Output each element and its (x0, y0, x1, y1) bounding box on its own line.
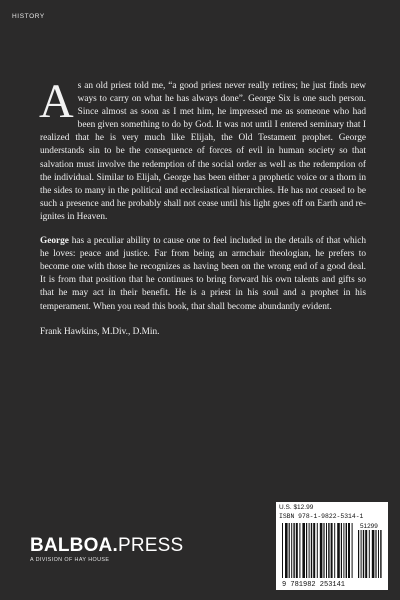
barcode-bar (363, 530, 364, 578)
drop-cap: A (39, 75, 74, 128)
logo-light: PRESS (117, 535, 184, 556)
barcode-bar (328, 523, 329, 578)
barcode-icon (276, 502, 388, 590)
barcode-bar (323, 523, 324, 578)
signature: Frank Hawkins, M.Div., D.Min. (40, 326, 160, 337)
paragraph-1 (39, 75, 366, 224)
barcode-box (276, 502, 388, 590)
barcode-bar (302, 523, 305, 578)
barcode-bar (352, 523, 353, 578)
barcode-bar (380, 530, 381, 578)
barcode-bar (306, 523, 307, 578)
price-label: U.S. $12.99 (279, 504, 314, 511)
barcode-bar (309, 523, 310, 578)
barcode-bar (372, 530, 375, 578)
barcode-bar (311, 523, 312, 578)
barcode-bar (282, 523, 283, 578)
barcode-bar (334, 523, 335, 578)
back-cover-text (39, 75, 366, 339)
isbn-text: ISBN 978-1-9822-5314-1 (279, 513, 364, 520)
publisher-subtitle: A DIVISION OF HAY HOUSE (30, 557, 110, 563)
barcode-bar (296, 523, 298, 578)
barcode-bar (375, 530, 376, 578)
barcode-bar (317, 523, 318, 578)
price-code-text: 51299 (360, 523, 378, 530)
barcode-bar (337, 523, 340, 578)
barcode-bar (365, 530, 367, 578)
barcode-bar (320, 523, 323, 578)
barcode-bar (331, 523, 333, 578)
barcode-bar (313, 523, 315, 578)
barcode-bar (293, 523, 294, 578)
paragraph-1-text: s an old priest told me, “a good priest never really retires; he just finds new ways to carry on what he has always done”. George Six is one such person. Since almost as soon as I met him, he impressed me as someone who had been given something to do by God. It was not until I entered seminary that I realized that he is very much like Elijah, the Old Testament prophet. George understands sin to be the consequence of forces of evil in human society so that salvation must involve the redemption of the social order as well as the redemption of the individual. Similar to Elijah, George has been either a prophetic voice or a thorn in the sides to many in the political and ecclesiastical hierarchies. He has not ceased to be such a presence and he probably shall not cease until his light goes off on Earth and re-ignites in Heaven. (40, 81, 366, 222)
barcode-bar (369, 530, 370, 578)
category-label: HISTORY (12, 13, 45, 20)
publisher-logo (30, 536, 183, 563)
barcode-bar (343, 523, 344, 578)
barcode-bar (378, 530, 379, 578)
barcode-bar (326, 523, 327, 578)
barcode-bar (299, 523, 300, 578)
publisher-logo-mark (30, 536, 183, 556)
barcode-bar (289, 523, 290, 578)
logo-bold: BALBOA. (30, 535, 118, 556)
paragraph-2-name: George (40, 236, 69, 247)
barcode-bar (348, 523, 350, 578)
barcode-bar (291, 523, 292, 578)
barcode-bar (285, 523, 288, 578)
paragraph-2-text: has a peculiar ability to cause one to feel included in the details of that which he loves: peace and justice. Far from being an armchair theologian, he prefers to become one with those he recognizes as having been on the wrong end of a good deal. It is from that position that he continues to bring forward his own talents and gifts so that he may act in their benefit. He is a priest in his soul and a prophet in his temperament. When you read this book, that shall become abundantly evident. (40, 236, 366, 312)
barcode-bar (361, 530, 362, 578)
ean-digits-text: 9 781982 253141 (282, 581, 346, 589)
barcode-bar (341, 523, 342, 578)
paragraph-2 (40, 235, 366, 314)
barcode-bar (358, 530, 359, 578)
barcode-bar (346, 523, 347, 578)
